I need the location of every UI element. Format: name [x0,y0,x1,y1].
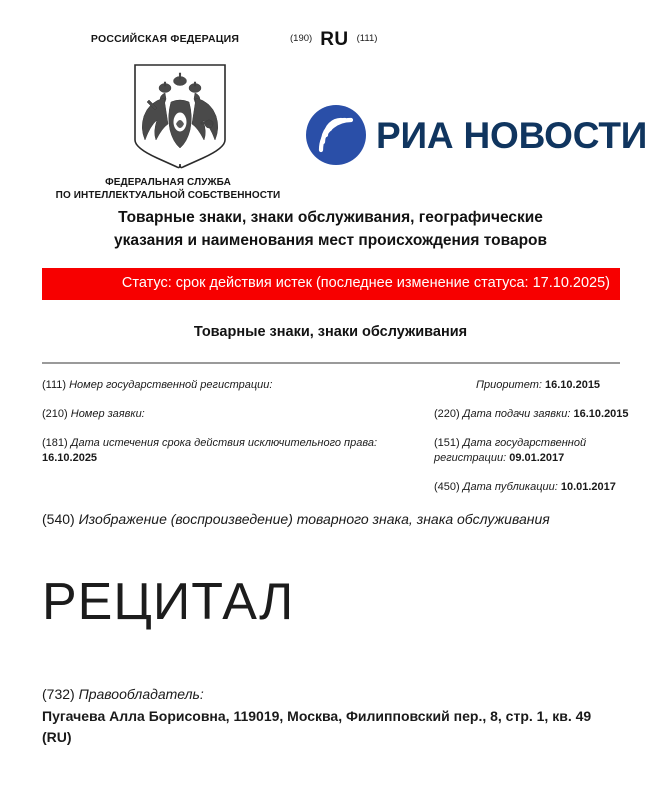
inid-country-codes [290,29,377,51]
inid-code: (220) [434,408,460,420]
field-value: 16.10.2015 [573,408,629,420]
field-label: Приоритет: [476,379,542,391]
owner-value: Пугачева Алла Борисовна, 119019, Москва, Филипповский пер., 8, стр. 1, кв. 49 (RU) [42,708,592,745]
owner-section [42,684,619,748]
ria-novosti-wordmark: РИА НОВОСТИ [376,114,648,156]
field-filing-date [388,407,641,422]
document-header [0,0,661,200]
document-title [36,206,625,252]
agency-name-line1: ФЕДЕРАЛЬНАЯ СЛУЖБА [105,177,231,188]
field-label: Изображение (воспроизведение) товарного знака, знака обслуживания [78,511,550,527]
field-mark-image-label [42,509,619,530]
field-registration-number [42,378,388,393]
owner-label [42,684,619,705]
agency-name [0,176,336,202]
biblio-row-expiry-registration [42,436,641,466]
field-expiry-date [42,436,388,466]
status-banner: Статус: срок действия истек (последнее изменение статуса: 17.10.2025) [42,268,620,300]
field-label: Дата публикации: [462,481,558,493]
inid-code: (111) [42,379,67,391]
trademark-wordmark: РЕЦИТАЛ [42,573,295,631]
inid-code: (732) [42,686,75,702]
inid-code-111: (111) [356,33,378,44]
biblio-row-application-filing [42,407,641,422]
field-value: 10.01.2017 [560,481,616,493]
inid-code: (181) [42,437,68,449]
bibliographic-data [0,378,661,495]
inid-code: (210) [42,408,68,420]
inid-code: (540) [42,511,75,527]
field-label: Правообладатель: [78,686,204,702]
agency-name-line2: ПО ИНТЕЛЛЕКТУАЛЬНОЙ СОБСТВЕННОСТИ [55,190,281,201]
field-label: Номер государственной регистрации: [69,379,273,391]
section-divider [42,362,620,364]
field-application-number [42,407,388,422]
country-label: РОССИЙСКАЯ ФЕДЕРАЦИЯ [90,33,240,45]
field-label: Дата подачи заявки: [462,408,571,420]
ria-novosti-logo [305,104,647,166]
inid-code: (450) [434,481,460,493]
field-value: 16.10.2015 [545,379,601,391]
field-label: Номер заявки: [70,408,145,420]
ria-globe-icon [305,104,367,166]
field-label: Дата государственной регистрации: [434,437,587,464]
inid-code-190: (190) [290,33,313,44]
field-label: Дата истечения срока действия исключительного права: [70,437,378,449]
field-publication-date [388,480,641,495]
section-title: Товарные знаки, знаки обслуживания [193,324,468,340]
document-title-line2: указания и наименования мест происхождения товаров [113,232,548,249]
field-value: 16.10.2025 [42,452,98,464]
field-value: 09.01.2017 [509,452,565,464]
coat-of-arms-icon [131,62,229,170]
biblio-row-registration-priority [42,378,641,393]
field-registration-date [388,436,641,466]
document-title-line1: Товарные знаки, знаки обслуживания, географические [118,209,543,226]
biblio-row-publication [42,480,641,495]
field-priority [388,378,641,393]
country-code-ru: RU [320,29,349,50]
inid-code: (151) [434,437,460,449]
